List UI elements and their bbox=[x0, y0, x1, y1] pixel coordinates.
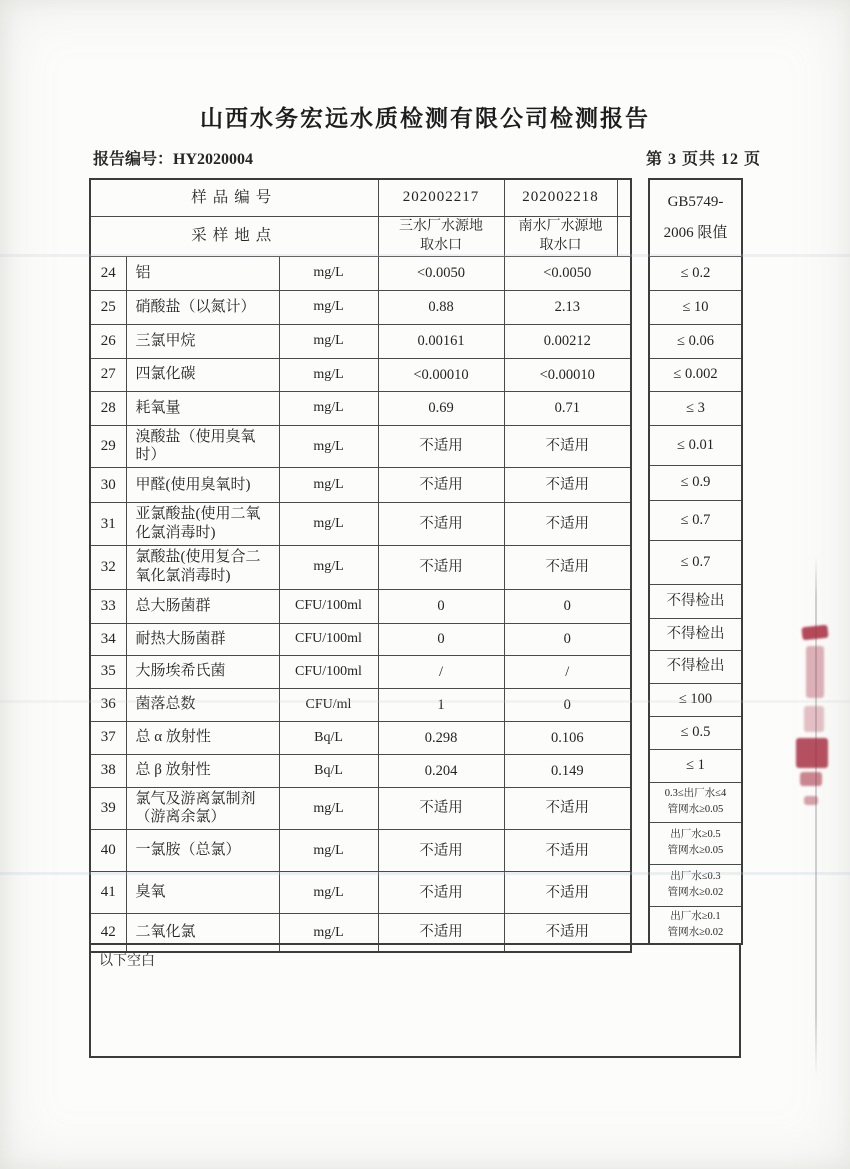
text-line: 0.106 bbox=[550, 729, 584, 746]
unit bbox=[279, 358, 378, 391]
text-line: mg/L bbox=[313, 299, 344, 315]
text-line: CFU/100ml bbox=[295, 598, 362, 614]
item-name bbox=[126, 688, 279, 721]
location-1 bbox=[378, 216, 504, 256]
limit-value bbox=[649, 500, 742, 540]
table-row bbox=[90, 872, 631, 914]
text-line: 管网水≥0.02 bbox=[667, 926, 724, 938]
header-row-sample-id bbox=[90, 179, 631, 216]
table-row bbox=[90, 391, 631, 425]
text-line: mg/L bbox=[313, 366, 344, 382]
text-line: 0.71 bbox=[554, 400, 580, 417]
sample1-value bbox=[378, 358, 504, 391]
item-name bbox=[126, 623, 279, 655]
limit-value bbox=[649, 391, 742, 425]
table-row bbox=[90, 688, 631, 721]
blank-note: 以下空白 bbox=[89, 943, 741, 1058]
limit-row bbox=[649, 256, 742, 290]
table-row bbox=[90, 324, 631, 358]
limit-row bbox=[649, 618, 742, 650]
location-line: 取水口 bbox=[539, 238, 582, 254]
text-line: 33 bbox=[100, 597, 116, 614]
table-row bbox=[90, 589, 631, 623]
text-line: 2.13 bbox=[554, 299, 580, 316]
text-line: Bq/L bbox=[314, 729, 343, 745]
table-row bbox=[90, 623, 631, 655]
sample1-value bbox=[378, 256, 504, 290]
text-line: ≤ 0.7 bbox=[680, 553, 711, 570]
header-spacer-cell bbox=[617, 216, 631, 256]
text-line: mg/L bbox=[313, 884, 344, 900]
text-line: 32 bbox=[100, 558, 116, 575]
text-line: ≤ 100 bbox=[678, 691, 713, 708]
limit-row bbox=[649, 782, 742, 822]
text-line: 不适用 bbox=[545, 884, 589, 901]
limit-value bbox=[649, 683, 742, 716]
limit-row bbox=[649, 540, 742, 584]
limit-value bbox=[649, 906, 742, 944]
sample1-value bbox=[378, 721, 504, 754]
item-name bbox=[126, 721, 279, 754]
text-line: 0 bbox=[563, 696, 571, 713]
limit-row bbox=[649, 391, 742, 425]
item-name bbox=[126, 503, 279, 546]
sample2-value bbox=[504, 688, 631, 721]
text-line: 不适用 bbox=[545, 559, 589, 576]
text-line: 总 α 放射性 bbox=[135, 729, 211, 746]
row-number bbox=[90, 688, 126, 721]
text-line: 0.3≤出厂水≤4 bbox=[664, 788, 727, 800]
item-name bbox=[126, 830, 279, 872]
text-line: 0.00161 bbox=[417, 333, 465, 350]
limit-value bbox=[649, 358, 742, 391]
text-line: 管网水≥0.05 bbox=[667, 804, 724, 815]
unit bbox=[279, 688, 378, 721]
text-line: ≤ 0.5 bbox=[680, 724, 711, 741]
table-row bbox=[90, 425, 631, 468]
limit-value bbox=[649, 584, 742, 618]
limit-row bbox=[649, 290, 742, 324]
unit bbox=[279, 391, 378, 425]
row-number bbox=[90, 391, 126, 425]
sample1-value bbox=[378, 655, 504, 688]
row-number bbox=[90, 425, 126, 468]
seal-mark bbox=[796, 738, 828, 768]
text-line: 0 bbox=[563, 598, 571, 615]
text-line: ≤ 0.2 bbox=[680, 264, 711, 281]
limit-row bbox=[649, 324, 742, 358]
sample1-value bbox=[378, 290, 504, 324]
text-line: 37 bbox=[100, 729, 116, 746]
limit-value bbox=[649, 749, 742, 782]
table-row bbox=[90, 830, 631, 872]
text-line: 不适用 bbox=[545, 842, 589, 859]
text-line: ≤ 0.01 bbox=[677, 436, 714, 453]
row-number bbox=[90, 754, 126, 787]
limit-row bbox=[649, 500, 742, 540]
unit bbox=[279, 256, 378, 290]
limit-value bbox=[649, 716, 742, 749]
text-line: mg/L bbox=[313, 265, 344, 281]
sample2-value bbox=[504, 256, 631, 290]
sample1-value bbox=[378, 623, 504, 655]
text-line: 42 bbox=[100, 924, 116, 941]
text-line: <0.0050 bbox=[543, 265, 592, 282]
text-line: 二氧化氯 bbox=[135, 924, 196, 941]
sample2-value bbox=[504, 324, 631, 358]
text-line: 溴酸盐（使用臭氧时） bbox=[135, 428, 256, 464]
limit-value bbox=[649, 618, 742, 650]
unit bbox=[279, 830, 378, 872]
limit-row bbox=[649, 749, 742, 782]
report-number: 报告编号：HY2020004 bbox=[93, 151, 254, 168]
text-line: 38 bbox=[100, 762, 116, 779]
sample2-value bbox=[504, 787, 631, 830]
limit-header-row bbox=[649, 179, 742, 256]
text-line: 不适用 bbox=[419, 800, 463, 817]
text-line: mg/L bbox=[313, 842, 344, 858]
text-line: 30 bbox=[100, 476, 116, 493]
limit-header-cell bbox=[649, 179, 742, 256]
limit-row bbox=[649, 822, 742, 864]
limit-row bbox=[649, 683, 742, 716]
sample-id-label: 样品编号 bbox=[90, 179, 378, 216]
limit-row bbox=[649, 864, 742, 906]
sample2-value bbox=[504, 545, 631, 589]
text-line: 不适用 bbox=[419, 559, 463, 576]
text-line: 0 bbox=[437, 631, 445, 648]
sample1-value bbox=[378, 830, 504, 872]
text-line: 不适用 bbox=[545, 800, 589, 817]
text-line: ≤ 10 bbox=[682, 298, 709, 315]
item-name bbox=[126, 468, 279, 503]
unit bbox=[279, 872, 378, 914]
sample1-value bbox=[378, 872, 504, 914]
sample2-value bbox=[504, 623, 631, 655]
item-name bbox=[126, 655, 279, 688]
text-line: 27 bbox=[100, 366, 116, 383]
text-line: / bbox=[565, 663, 570, 680]
text-line: 1 bbox=[437, 696, 445, 713]
limit-value bbox=[649, 465, 742, 500]
text-line: mg/L bbox=[313, 333, 344, 349]
text-line: 0.298 bbox=[424, 729, 458, 746]
sample2-value bbox=[504, 358, 631, 391]
row-number bbox=[90, 655, 126, 688]
seal-mark bbox=[800, 772, 822, 786]
text-line: ≤ 0.06 bbox=[677, 332, 714, 349]
text-line: 不适用 bbox=[419, 924, 463, 941]
text-line: 四氯化碳 bbox=[135, 366, 196, 383]
row-number bbox=[90, 623, 126, 655]
text-line: 0.00212 bbox=[543, 333, 591, 350]
sample1-value bbox=[378, 468, 504, 503]
text-line: ≤ 0.9 bbox=[680, 474, 711, 491]
sample2-value bbox=[504, 391, 631, 425]
table-row bbox=[90, 787, 631, 830]
unit bbox=[279, 545, 378, 589]
text-line: ≤ 0.7 bbox=[680, 511, 711, 528]
table-row bbox=[90, 754, 631, 787]
row-number bbox=[90, 787, 126, 830]
row-number bbox=[90, 358, 126, 391]
unit bbox=[279, 623, 378, 655]
sample2-value bbox=[504, 872, 631, 914]
text-line: 不适用 bbox=[419, 884, 463, 901]
item-name bbox=[126, 545, 279, 589]
text-line: 铝 bbox=[135, 264, 151, 281]
sample1-value bbox=[378, 754, 504, 787]
limit-row bbox=[649, 358, 742, 391]
limit-value bbox=[649, 822, 742, 864]
unit bbox=[279, 721, 378, 754]
item-name bbox=[126, 391, 279, 425]
text-line: 41 bbox=[100, 884, 116, 901]
unit bbox=[279, 503, 378, 546]
text-line: 不适用 bbox=[545, 477, 589, 494]
row-number bbox=[90, 545, 126, 589]
limit-header-line: GB5749- bbox=[667, 193, 724, 210]
sample1-value bbox=[378, 503, 504, 546]
limit-row bbox=[649, 425, 742, 465]
limit-value bbox=[649, 425, 742, 465]
text-line: 出厂水≥0.5 bbox=[670, 829, 721, 841]
table-row bbox=[90, 545, 631, 589]
table-row bbox=[90, 655, 631, 688]
sample2-value bbox=[504, 468, 631, 503]
text-line: 0 bbox=[437, 598, 445, 615]
item-name bbox=[126, 358, 279, 391]
sample2-value bbox=[504, 425, 631, 468]
item-name bbox=[126, 256, 279, 290]
text-line: 出厂水≤0.3 bbox=[670, 871, 721, 883]
text-line: <0.0050 bbox=[416, 265, 466, 282]
table-row bbox=[90, 721, 631, 754]
text-line: 0.149 bbox=[550, 762, 584, 779]
location-line: 三水厂水源地 bbox=[399, 218, 483, 234]
limit-value bbox=[649, 650, 742, 683]
text-line: 三氯甲烷 bbox=[135, 332, 196, 349]
location-line: 取水口 bbox=[420, 238, 462, 254]
text-line: ≤ 3 bbox=[686, 399, 705, 416]
text-line: 菌落总数 bbox=[135, 696, 196, 713]
text-line: mg/L bbox=[313, 400, 344, 416]
text-line: 亚氯酸盐(使用二氧化氯消毒时) bbox=[135, 506, 261, 541]
limit-row bbox=[649, 906, 742, 944]
report-title: 山西水务宏远水质检测有限公司检测报告 bbox=[200, 106, 650, 131]
row-number bbox=[90, 503, 126, 546]
text-line: 25 bbox=[100, 298, 116, 315]
text-line: 氯气及游离氯制剂（游离余氯） bbox=[135, 790, 256, 826]
text-line: 不适用 bbox=[419, 477, 463, 494]
sample2-value bbox=[504, 721, 631, 754]
text-line: 总 β 放射性 bbox=[135, 762, 211, 779]
text-line: 总大肠菌群 bbox=[135, 597, 211, 614]
limit-value bbox=[649, 290, 742, 324]
sample2-value bbox=[504, 503, 631, 546]
text-line: 大肠埃希氏菌 bbox=[135, 663, 226, 680]
text-line: CFU/100ml bbox=[295, 663, 362, 679]
unit bbox=[279, 655, 378, 688]
sample1-value bbox=[378, 787, 504, 830]
item-name bbox=[126, 872, 279, 914]
text-line: <0.00010 bbox=[413, 366, 469, 383]
seal-mark bbox=[804, 706, 824, 732]
item-name bbox=[126, 787, 279, 830]
sample1-value bbox=[378, 688, 504, 721]
sample1-value bbox=[378, 391, 504, 425]
text-line: 28 bbox=[100, 399, 116, 416]
text-line: 出厂水≥0.1 bbox=[670, 911, 721, 922]
limit-row bbox=[649, 465, 742, 500]
text-line: 26 bbox=[100, 332, 116, 349]
row-number bbox=[90, 872, 126, 914]
limit-value bbox=[649, 324, 742, 358]
text-line: 管网水≥0.02 bbox=[667, 887, 724, 898]
limit-row bbox=[649, 650, 742, 683]
unit bbox=[279, 425, 378, 468]
results-table bbox=[89, 178, 632, 953]
text-line: 硝酸盐（以氮计） bbox=[135, 298, 256, 315]
text-line: 40 bbox=[100, 842, 116, 859]
text-line: 0 bbox=[563, 631, 571, 648]
text-line: <0.00010 bbox=[539, 366, 595, 383]
table-row bbox=[90, 256, 631, 290]
text-line: mg/L bbox=[313, 924, 344, 940]
text-line: 35 bbox=[100, 663, 116, 680]
sample1-value bbox=[378, 425, 504, 468]
row-number bbox=[90, 721, 126, 754]
location-line: 南水厂水源地 bbox=[518, 218, 603, 234]
unit bbox=[279, 754, 378, 787]
unit bbox=[279, 324, 378, 358]
text-line: 不适用 bbox=[419, 438, 463, 455]
text-line: ≤ 1 bbox=[686, 757, 705, 774]
text-line: 耗氧量 bbox=[135, 399, 181, 416]
limit-row bbox=[649, 584, 742, 618]
sample2-value bbox=[504, 589, 631, 623]
row-number bbox=[90, 830, 126, 872]
unit bbox=[279, 290, 378, 324]
table-row bbox=[90, 468, 631, 503]
text-line: / bbox=[438, 663, 444, 680]
sample2-value bbox=[504, 655, 631, 688]
text-line: CFU/ml bbox=[305, 696, 352, 712]
table-row bbox=[90, 290, 631, 324]
text-line: 一氯胺（总氯） bbox=[135, 842, 241, 859]
text-line: 不得检出 bbox=[666, 625, 725, 642]
text-line: 31 bbox=[100, 515, 116, 532]
text-line: 24 bbox=[100, 264, 116, 281]
item-name bbox=[126, 754, 279, 787]
item-name bbox=[126, 290, 279, 324]
row-number bbox=[90, 324, 126, 358]
location-label: 采样地点 bbox=[90, 216, 378, 256]
location-2 bbox=[504, 216, 617, 256]
unit bbox=[279, 589, 378, 623]
item-name bbox=[126, 425, 279, 468]
header-row-location bbox=[90, 216, 631, 256]
text-line: 甲醛(使用臭氧时) bbox=[135, 476, 251, 493]
text-line: 不得检出 bbox=[666, 658, 725, 675]
limit-value bbox=[649, 782, 742, 822]
text-line: ≤ 0.002 bbox=[673, 366, 718, 383]
text-line: 36 bbox=[100, 696, 116, 713]
limit-value bbox=[649, 540, 742, 584]
limit-value bbox=[649, 256, 742, 290]
sample2-value bbox=[504, 290, 631, 324]
limit-column bbox=[648, 178, 743, 945]
sample1-value bbox=[378, 589, 504, 623]
text-line: 管网水≥0.05 bbox=[667, 845, 724, 856]
unit bbox=[279, 787, 378, 830]
text-line: 耐热大肠菌群 bbox=[135, 630, 226, 647]
meta-row bbox=[89, 146, 761, 168]
text-line: mg/L bbox=[313, 516, 344, 532]
text-line: 0.69 bbox=[428, 400, 454, 417]
text-line: 不适用 bbox=[545, 515, 589, 532]
item-name bbox=[126, 589, 279, 623]
page-indicator: 第 3 页共 12 页 bbox=[645, 151, 761, 168]
text-line: 29 bbox=[100, 438, 116, 455]
table-row bbox=[90, 358, 631, 391]
sample2-value bbox=[504, 754, 631, 787]
sample-id-2: 202002218 bbox=[504, 179, 617, 216]
sample-id-1: 202002217 bbox=[378, 179, 504, 216]
item-name bbox=[126, 324, 279, 358]
text-line: mg/L bbox=[313, 800, 344, 816]
text-line: 不适用 bbox=[545, 924, 589, 941]
text-line: 不适用 bbox=[419, 515, 463, 532]
page-fold-line bbox=[815, 556, 817, 1078]
text-line: mg/L bbox=[313, 559, 344, 575]
sample1-value bbox=[378, 545, 504, 589]
text-line: 0.204 bbox=[424, 762, 458, 779]
limit-row bbox=[649, 716, 742, 749]
limit-value bbox=[649, 864, 742, 906]
text-line: Bq/L bbox=[314, 762, 343, 778]
text-line: mg/L bbox=[313, 438, 344, 454]
row-number bbox=[90, 256, 126, 290]
limit-header-line: 2006 限值 bbox=[663, 224, 728, 241]
table-row bbox=[90, 503, 631, 546]
text-line: mg/L bbox=[313, 477, 344, 493]
text-line: 不适用 bbox=[545, 438, 589, 455]
row-number bbox=[90, 290, 126, 324]
text-line: 不适用 bbox=[419, 842, 463, 859]
sample2-value bbox=[504, 830, 631, 872]
unit bbox=[279, 468, 378, 503]
text-line: 不得检出 bbox=[666, 592, 725, 609]
row-number bbox=[90, 589, 126, 623]
header-spacer-cell bbox=[617, 179, 631, 216]
text-line: 0.88 bbox=[428, 299, 454, 316]
text-line: CFU/100ml bbox=[295, 631, 362, 647]
row-number bbox=[90, 468, 126, 503]
sample1-value bbox=[378, 324, 504, 358]
text-line: 臭氧 bbox=[135, 884, 166, 901]
text-line: 39 bbox=[100, 800, 116, 817]
text-line: 34 bbox=[100, 630, 116, 647]
text-line: 氯酸盐(使用复合二氧化氯消毒时) bbox=[135, 549, 261, 585]
